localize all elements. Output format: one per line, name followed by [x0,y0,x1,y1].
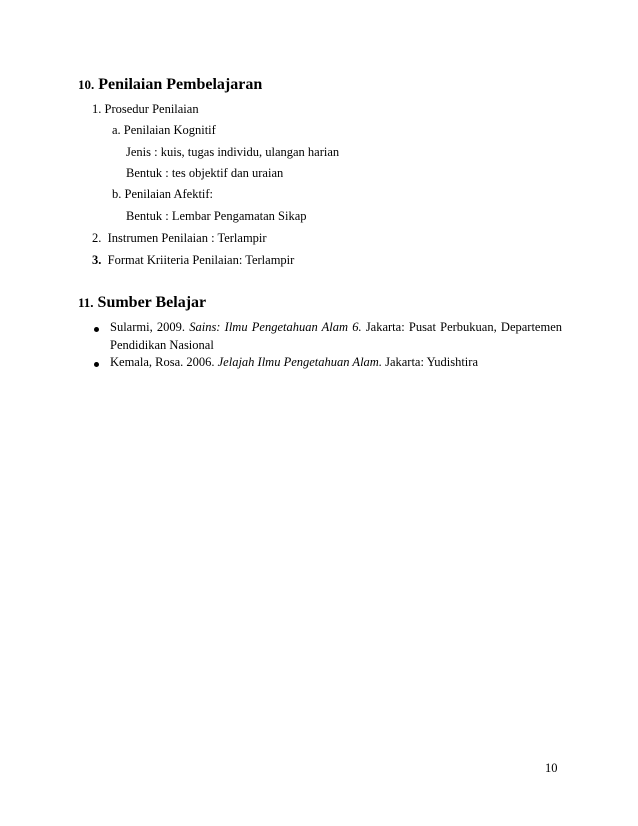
item-3-text: Format Kriiteria Penilaian: Terlampir [107,253,295,267]
item-2-number: 2. [92,231,102,245]
bullet-icon [94,362,99,367]
prosedur-penilaian-item: 1. Prosedur Penilaian [92,102,199,116]
page-number: 10 [545,761,558,775]
reference-1-title: Sains: Ilmu Pengetahuan Alam 6. [189,320,362,334]
instrumen-penilaian-item [92,231,267,246]
penilaian-kognitif-item: a. Penilaian Kognitif [112,123,216,137]
reference-1-line-2: Pendidikan Nasional [110,338,214,352]
section-10-title: Penilaian Pembelajaran [98,76,263,93]
kognitif-bentuk-text: Bentuk : tes objektif dan uraian [126,166,284,180]
reference-2-publisher: Jakarta: Yudishtira [385,355,478,369]
section-10-heading [78,76,262,94]
section-11-title: Sumber Belajar [97,294,207,311]
section-10-number: 10. [78,77,95,92]
reference-2 [110,355,478,370]
penilaian-afektif-item: b. Penilaian Afektif: [112,187,214,201]
item-3-number: 3. [92,253,102,267]
reference-1-author: Sularmi, 2009. [110,320,186,334]
reference-2-author: Kemala, Rosa. 2006. [110,355,215,369]
item-2-text: Instrumen Penilaian : Terlampir [107,231,267,245]
reference-1-publisher: Jakarta: Pusat Perbukuan, Departemen [365,320,562,334]
afektif-bentuk-text: Bentuk : Lembar Pengamatan Sikap [126,209,307,223]
format-kriteria-item [92,253,294,268]
reference-1-line-1 [110,320,562,335]
reference-2-title: Jelajah Ilmu Pengetahuan Alam. [217,355,382,369]
kognitif-jenis-text: Jenis : kuis, tugas individu, ulangan harian [126,145,340,159]
section-11-number: 11. [78,295,94,310]
section-11-heading [78,294,206,312]
bullet-icon [94,327,99,332]
